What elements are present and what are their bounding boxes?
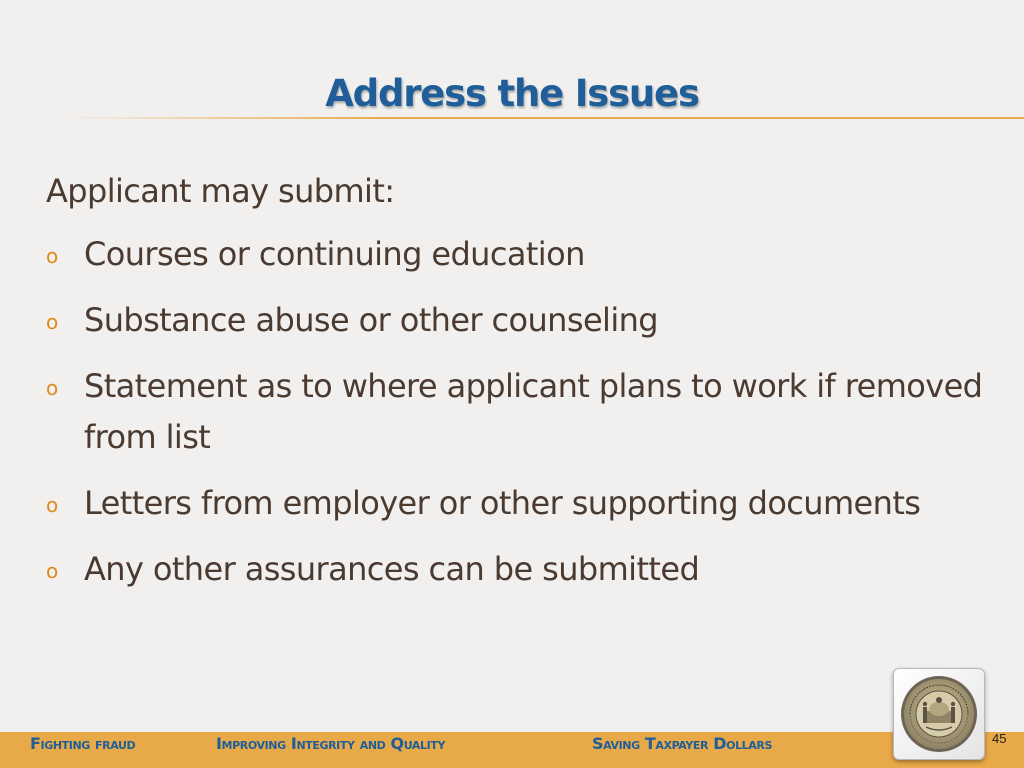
bullet-text: Statement as to where applicant plans to work if removed from list	[84, 367, 983, 456]
footer-tagline-fighting-fraud: Fighting fraud	[30, 734, 136, 753]
page-number: 45	[992, 731, 1007, 746]
bullet-text: Substance abuse or other counseling	[84, 301, 659, 339]
footer-tagline-improving-integrity: Improving Integrity and Quality	[216, 734, 446, 753]
list-item	[46, 361, 996, 463]
list-item	[46, 295, 996, 346]
bullet-icon: o	[46, 244, 58, 268]
footer-bar	[0, 732, 1024, 768]
bullet-icon: o	[46, 559, 58, 583]
slide-content	[46, 166, 996, 610]
slide-title: Address the Issues	[325, 72, 699, 115]
bullet-icon: o	[46, 310, 58, 334]
list-item	[46, 478, 996, 529]
list-item	[46, 229, 996, 280]
title-rule	[60, 117, 1024, 119]
bullet-text: Letters from employer or other supporting documents	[84, 484, 921, 522]
bullet-text: Courses or continuing education	[84, 235, 585, 273]
intro-text: Applicant may submit:	[46, 172, 395, 210]
bullet-icon: o	[46, 493, 58, 517]
footer-tagline-saving-dollars: Saving Taxpayer Dollars	[592, 734, 772, 753]
list-item	[46, 544, 996, 595]
bullet-icon: o	[46, 376, 58, 400]
bullet-list	[46, 229, 996, 595]
bullet-text: Any other assurances can be submitted	[84, 550, 700, 588]
omig-seal-icon	[893, 668, 985, 760]
